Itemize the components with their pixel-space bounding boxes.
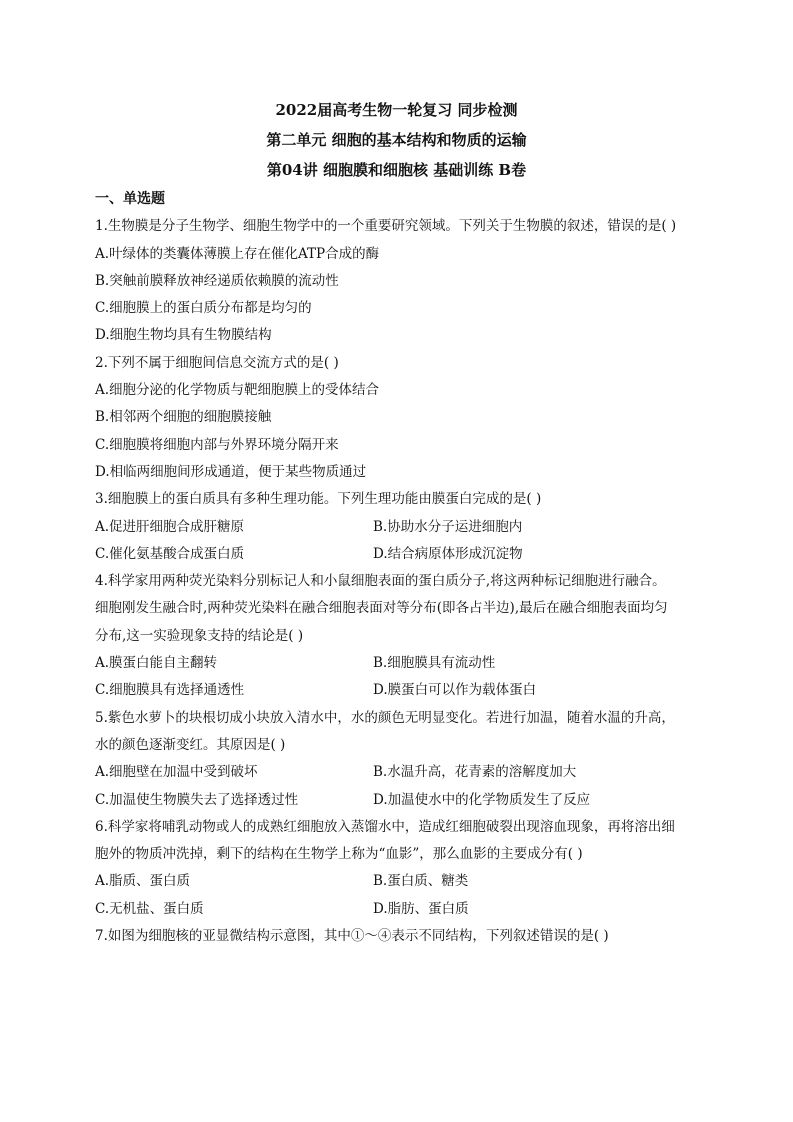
option-b: B.协助水分子运进细胞内 [373,518,523,535]
question-stem: 7.如图为细胞核的亚显微结构示意图，其中①～④表示不同结构，下列叙述错误的是( ) [95,928,609,945]
question-stem: 2.下列不属于细胞间信息交流方式的是( ) [95,354,339,371]
option-b: B.相邻两个细胞的细胞膜接触 [95,409,272,426]
question-4 [95,568,710,704]
option-b: B.水温升高，花青素的溶解度加大 [373,764,577,781]
option-row [95,677,710,704]
option-row [95,896,710,923]
option-a: A.脂质、蛋白质 [95,873,191,890]
question-stem: 4.科学家用两种荧光染料分别标记人和小鼠细胞表面的蛋白质分子,将这两种标记细胞进行融合。 [95,573,666,590]
option-d: D.膜蛋白可以作为载体蛋白 [373,682,537,699]
option-a: A.细胞分泌的化学物质与靶细胞膜上的受体结合 [95,382,380,399]
option-d: D.细胞生物均具有生物膜结构 [95,327,272,344]
option-d: D.结合病原体形成沉淀物 [373,545,523,562]
option-c: C.加温使生物膜失去了选择透过性 [95,791,299,808]
option-b: B.蛋白质、糖类 [373,873,469,890]
option-row [95,787,710,814]
option-d: D.加温使水中的化学物质发生了反应 [373,791,591,808]
option-a: A.膜蛋白能自主翻转 [95,655,218,672]
title-block [0,95,793,185]
option-a: A.叶绿体的类囊体薄膜上存在催化ATP合成的酶 [95,245,380,262]
section-heading: 一、单选题 [95,191,165,207]
option-row [95,759,710,786]
question-2 [95,350,710,486]
option-c: C.细胞膜将细胞内部与外界环境分隔开来 [95,436,339,453]
option-c: C.无机盐、蛋白质 [95,900,204,917]
option-row [95,514,710,541]
question-5 [95,705,710,814]
question-stem: 细胞刚发生融合时,两种荧光染料在融合细胞表面对等分布(即各占半边),最后在融合细胞表面均匀 [95,600,668,617]
option-d: D.相临两细胞间形成通道，便于某些物质通过 [95,463,367,480]
option-row [95,650,710,677]
question-stem: 1.生物膜是分子生物学、细胞生物学中的一个重要研究领域。下列关于生物膜的叙述，错误的是( ) [95,218,677,235]
question-stem: 3.细胞膜上的蛋白质具有多种生理功能。下列生理功能由膜蛋白完成的是( ) [95,491,542,508]
option-d: D.脂肪、蛋白质 [373,900,469,917]
document-title: 2022届高考生物一轮复习 同步检测 [275,101,518,119]
option-a: A.细胞壁在加温中受到破坏 [95,764,258,781]
option-row [95,541,710,568]
question-1 [95,213,710,349]
option-row [95,868,710,895]
option-b: B.细胞膜具有流动性 [373,655,496,672]
question-7 [95,923,710,950]
option-a: A.促进肝细胞合成肝糖原 [95,518,245,535]
question-stem: 胞外的物质冲洗掉，剩下的结构在生物学上称为“血影”，那么血影的主要成分有( ) [95,846,583,863]
option-b: B.突触前膜释放神经递质依赖膜的流动性 [95,272,339,289]
question-stem: 5.紫色水萝卜的块根切成小块放入清水中，水的颜色无明显变化。若进行加温，随着水温的升高， [95,709,675,726]
question-stem: 6.科学家将哺乳动物或人的成熟红细胞放入蒸馏水中，造成红细胞破裂出现溶血现象，再将溶出细 [95,818,675,835]
option-c: C.催化氨基酸合成蛋白质 [95,545,245,562]
option-c: C.细胞膜具有选择通透性 [95,682,245,699]
question-stem: 分布,这一实验现象支持的结论是( ) [95,627,304,644]
lesson-title: 第04讲 细胞膜和细胞核 基础训练 B卷 [266,161,527,179]
option-c: C.细胞膜上的蛋白质分布都是均匀的 [95,300,312,317]
question-list [95,186,710,950]
question-3 [95,486,710,568]
unit-title: 第二单元 细胞的基本结构和物质的运输 [266,131,527,149]
question-stem: 水的颜色逐渐变红。其原因是( ) [95,736,286,753]
question-6 [95,814,710,923]
